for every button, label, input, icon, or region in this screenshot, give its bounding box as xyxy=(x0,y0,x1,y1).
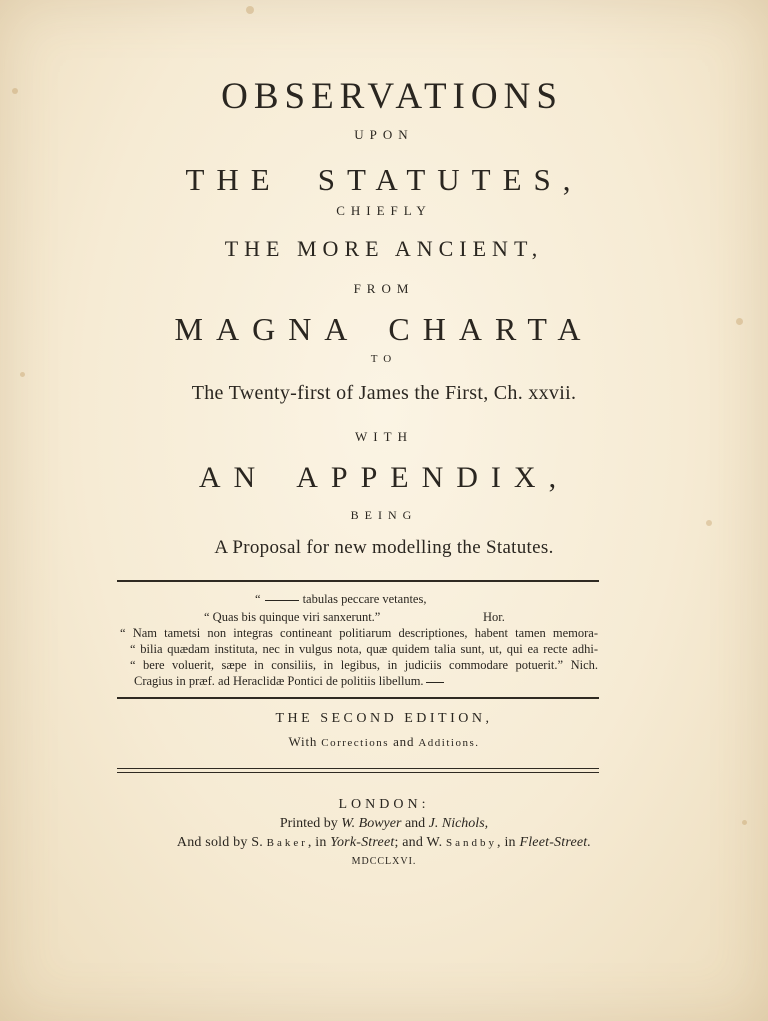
epigraph-author: Hor. xyxy=(483,610,505,624)
paper-stain xyxy=(20,372,25,377)
epigraph-line-3: “ Nam tametsi non integras contineant politiarum descriptiones, habent tamen memora- xyxy=(120,626,598,640)
epigraph-line-2: “ Quas bis quinque viri sanxerunt.” xyxy=(204,610,381,624)
imprint-sold-by xyxy=(0,836,768,850)
quote-mark: “ xyxy=(255,592,261,606)
corrections-line xyxy=(0,735,768,749)
title-statutes: STATUTES, xyxy=(317,162,583,197)
title-the: THE xyxy=(185,162,282,197)
bookseller-name: Baker xyxy=(266,837,308,849)
title-appendix: APPENDIX, xyxy=(296,461,570,494)
epigraph-line-1 xyxy=(255,593,426,606)
imprint-london: LONDON: xyxy=(338,797,430,812)
title-more-ancient: THE MORE ANCIENT, xyxy=(224,236,544,261)
additions-word: Additions. xyxy=(418,737,480,749)
corrections-word: Corrections xyxy=(321,737,390,749)
title-to: TO xyxy=(370,353,398,365)
imprint-year: MDCCLXVI. xyxy=(351,856,417,867)
epigraph-text: Cragius in præf. ad Heraclidæ Pontici de politiis libellum. xyxy=(134,674,424,688)
printer-name: J. Nichols, xyxy=(428,816,489,831)
title-chiefly: CHIEFLY xyxy=(336,203,432,218)
bookseller-name: Sandby xyxy=(446,837,498,849)
title-magna: MAGNA xyxy=(174,311,361,347)
divider-rule xyxy=(117,697,599,699)
double-divider-rule xyxy=(117,768,599,773)
corrections-text: and xyxy=(389,734,419,749)
corrections-text: With xyxy=(288,734,322,749)
title-observations: OBSERVATIONS xyxy=(221,76,563,117)
title-magna-charta xyxy=(0,313,768,345)
epigraph-line-6 xyxy=(134,675,448,688)
imprint-text: And sold by S. xyxy=(176,835,267,850)
epigraph-line-4: “ bilia quædam instituta, nec in vulgus nota, quæ quidem talia sunt, ut, qui ea recte adhi- xyxy=(130,642,598,656)
dash xyxy=(426,682,444,683)
imprint-printed-by xyxy=(0,817,768,831)
imprint-text: , in xyxy=(497,835,520,850)
paper-stain xyxy=(246,6,254,14)
imprint-text: and xyxy=(401,816,429,831)
dash xyxy=(265,600,299,601)
title-upon: UPON xyxy=(354,127,414,142)
street-name: York-Street xyxy=(330,835,395,850)
title-charta: CHARTA xyxy=(388,311,594,347)
divider-rule xyxy=(117,580,599,582)
title-an: AN xyxy=(198,461,269,494)
imprint-text: , in xyxy=(307,835,331,850)
title-from: FROM xyxy=(353,281,415,296)
street-name: Fleet-Street. xyxy=(519,835,592,850)
title-twenty-first: The Twenty-first of James the First, Ch. xxvii. xyxy=(191,382,577,404)
imprint-text: Printed by xyxy=(279,816,342,831)
title-proposal: A Proposal for new modelling the Statutes. xyxy=(214,537,554,558)
epigraph-line-5: “ bere voluerit, sæpe in consiliis, in legibus, in judiciis commodare potuerit.” Nich. xyxy=(130,658,598,672)
printer-name: W. Bowyer xyxy=(341,816,402,831)
imprint-text: ; and W. xyxy=(394,835,447,850)
title-being: BEING xyxy=(350,508,418,522)
edition-line: THE SECOND EDITION, xyxy=(275,711,493,726)
title-the-statutes xyxy=(0,164,768,195)
epigraph-text: tabulas peccare vetantes, xyxy=(302,592,427,606)
title-an-appendix xyxy=(0,463,768,493)
title-with: WITH xyxy=(355,429,413,444)
